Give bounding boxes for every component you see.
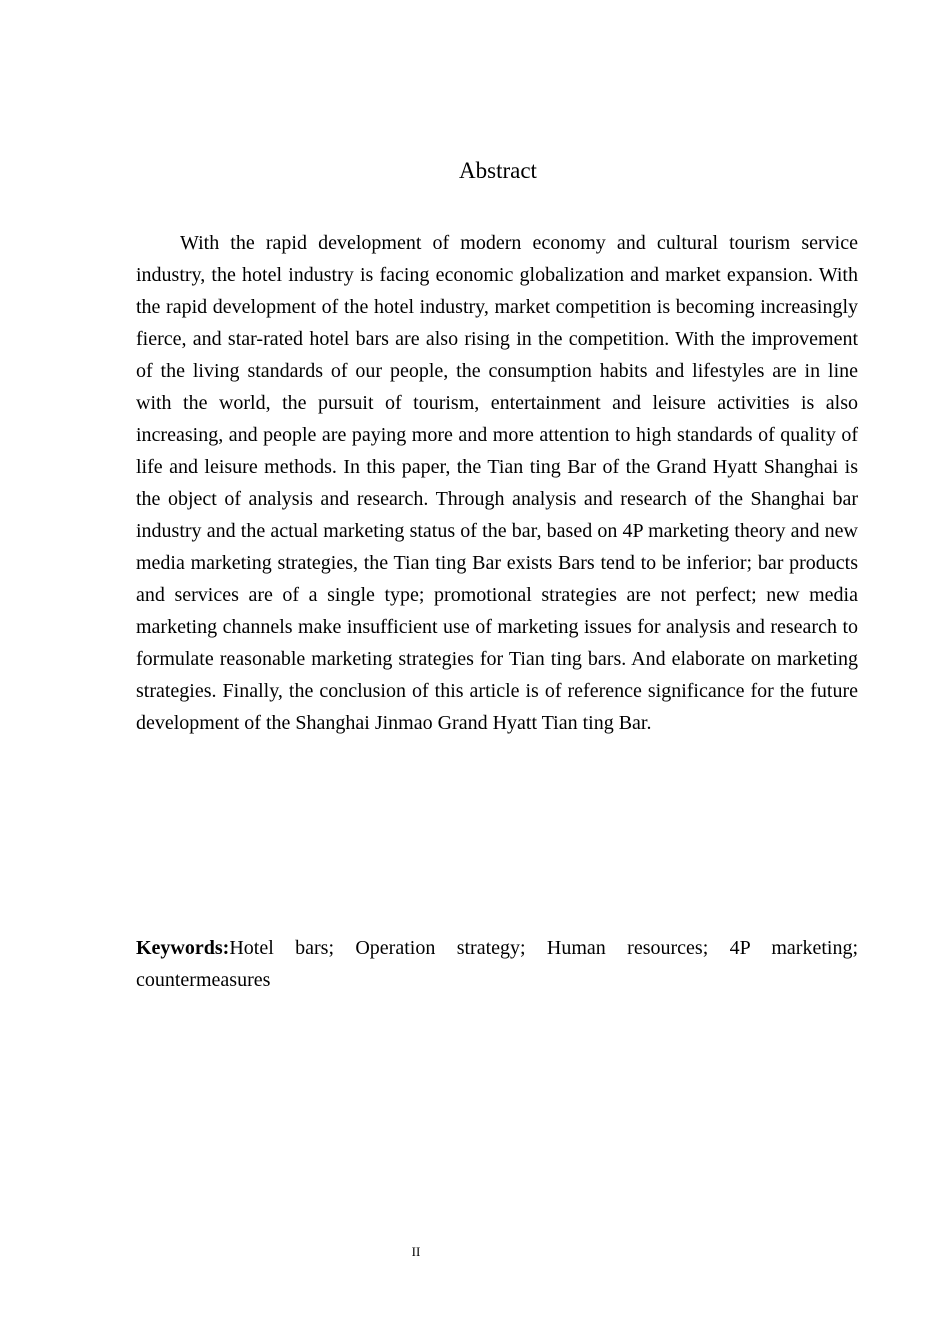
keywords-line [136, 932, 858, 996]
page-number: II [411, 1244, 421, 1259]
abstract-paragraph: With the rapid development of modern economy and cultural tourism service industry, the hotel industry is facing economic globalization and market expansion. With the rapid development of the hotel industry, market competition is becoming increasingly fierce, and star-rated hotel bars are also rising in the competition. With the improvement of the living standards of our people, the consumption habits and lifestyles are in line with the world, the pursuit of tourism, entertainment and leisure activities is also increasing, and people are paying more and more attention to high standards of quality of life and leisure methods. In this paper, the Tian ting Bar of the Grand Hyatt Shanghai is the object of analysis and research. Through analysis and research of the Shanghai bar industry and the actual marketing status of the bar, based on 4P marketing theory and new media marketing strategies, the Tian ting Bar exists Bars tend to be inferior; bar products and services are of a single type; promotional strategies are not perfect; new media marketing channels make insufficient use of marketing issues for analysis and research to formulate reasonable marketing strategies for Tian ting bars. And elaborate on marketing strategies. Finally, the conclusion of this article is of reference significance for the future development of the Shanghai Jinmao Grand Hyatt Tian ting Bar. [136, 232, 858, 734]
page-title: Abstract [459, 158, 537, 183]
keywords-label: Keywords: [136, 937, 230, 959]
keywords-text: Hotel bars; Operation strategy; Human resources; 4P marketing; countermeasures [136, 937, 858, 991]
